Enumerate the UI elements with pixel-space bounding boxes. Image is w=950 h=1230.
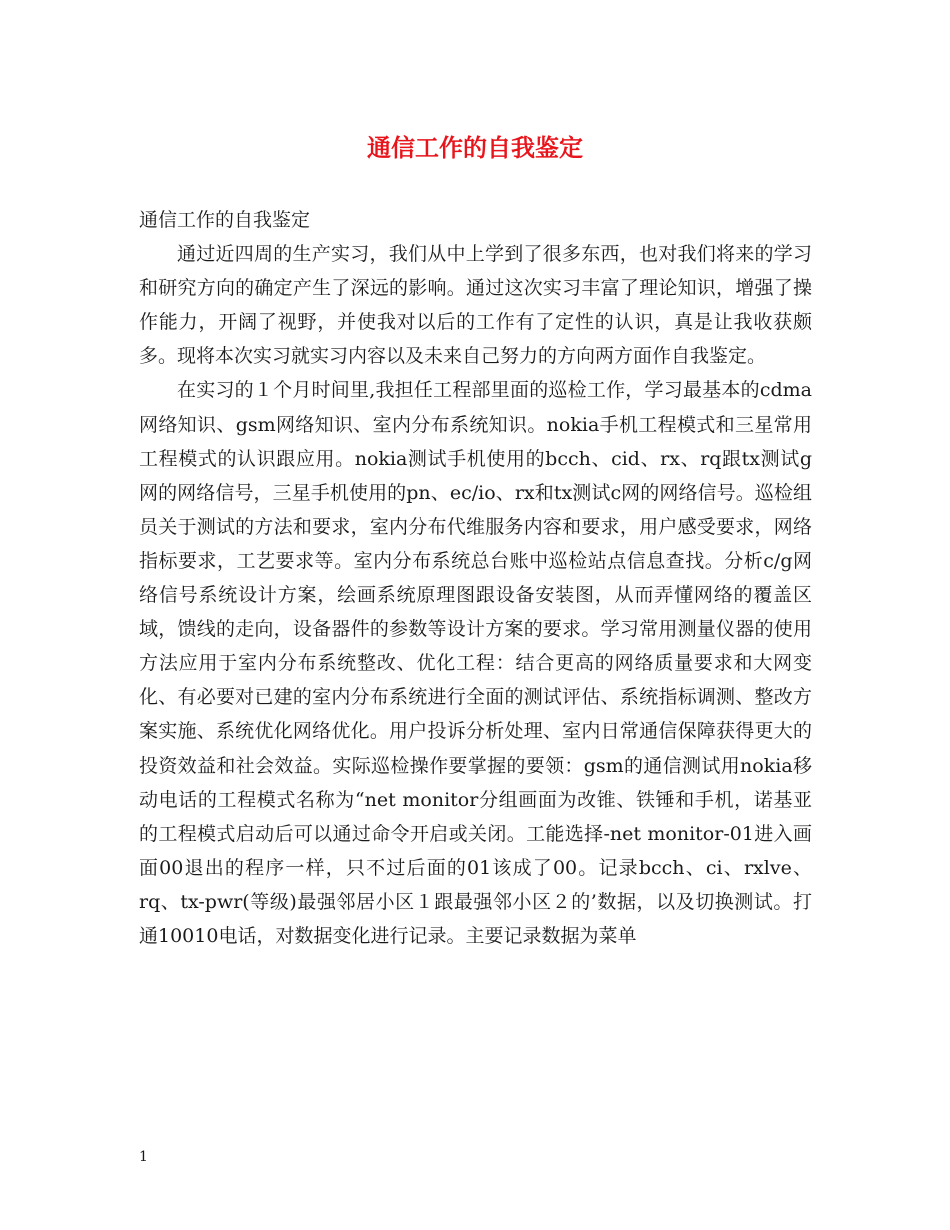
- paragraph-2: 在实习的１个月时间里,我担任工程部里面的巡检工作，学习最基本的cdma网络知识、gsm网络知识、室内分布系统知识。nokia手机工程模式和三星常用工程模式的认识跟应用。nokia测试手机使用的bcch、cid、rx、rq跟tx测试g网的网络信号，三星手机使用的pn、ec/io、rx和tx测试c网的网络信号。巡检组员关于测试的方法和要求，室内分布代维服务内容和要求，用户感受要求，网络指标要求，工艺要求等。室内分布系统总台账中巡检站点信息查找。分析c/g网络信号系统设计方案，绘画系统原理图跟设备安装图，从而弄懂网络的覆盖区域，馈线的走向，设备器件的参数等设计方案的要求。学习常用测量仪器的使用方法应用于室内分布系统整改、优化工程：结合更高的网络质量要求和大网变化、有必要对已建的室内分布系统进行全面的测试评估、系统指标调测、整改方案实施、系统优化网络优化。用户投诉分析处理、室内日常通信保障获得更大的投资效益和社会效益。实际巡检操作要掌握的要领：gsm的通信测试用nokia移动电话的工程模式名称为“net monitor分组画面为改锥、铁锤和手机，诺基亚的工程模式启动后可以通过命令开启或关闭。工能选择-net monitor-01进入画面00退出的程序一样，只不过后面的01该成了00。记录bcch、ci、rxlve、rq、tx-pwr(等级)最强邻居小区１跟最强邻小区２的’数据，以及切换测试。打通10010电话，对数据变化进行记录。主要记录数据为菜单: [139, 379, 812, 947]
- paragraph-1: 通过近四周的生产实习，我们从中上学到了很多东西，也对我们将来的学习和研究方向的确定产生了深远的影响。通过这次实习丰富了理论知识，增强了操作能力，开阔了视野，并使我对以后的工作有了定性的认识，真是让我收获颇多。现将本次实习就实习内容以及未来自己努力的方向两方面作自我鉴定。: [139, 243, 812, 368]
- document-subtitle: 通信工作的自我鉴定: [139, 209, 311, 231]
- document-title: 通信工作的自我鉴定: [367, 133, 583, 162]
- page-number: 1: [139, 1149, 148, 1165]
- document-body: [139, 203, 812, 953]
